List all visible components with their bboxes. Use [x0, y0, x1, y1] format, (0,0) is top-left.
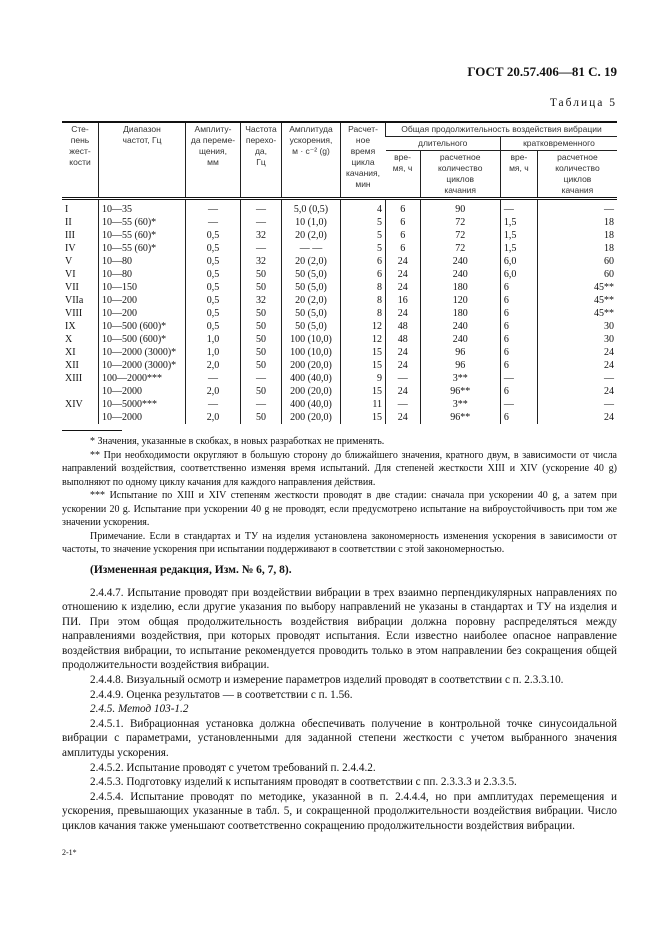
- table-cell: IX: [65, 321, 76, 332]
- table-cell: 24: [386, 385, 421, 398]
- table-row: [62, 268, 617, 281]
- table-cell: 20 (2,0): [282, 294, 341, 307]
- table-cell: 96: [420, 346, 500, 359]
- table-cell: 24: [386, 255, 421, 268]
- table-row: [62, 385, 617, 398]
- table-cell: 1,0: [186, 346, 241, 359]
- table-cell: 6: [386, 229, 421, 242]
- table-cell: 50: [241, 320, 282, 333]
- table-cell: 50 (5,0): [282, 307, 341, 320]
- table-cell: [62, 411, 99, 424]
- table-cell: 8: [341, 307, 386, 320]
- col-short-cycles: расчетное количество циклов качания: [537, 151, 617, 199]
- table-cell: 9: [341, 372, 386, 385]
- table-cell: 24: [386, 268, 421, 281]
- table-cell: 240: [420, 268, 500, 281]
- table-cell: 0,5: [186, 229, 241, 242]
- table-cell: 96**: [420, 385, 500, 398]
- table-cell: 6: [500, 320, 537, 333]
- table-row: [62, 229, 617, 242]
- table-cell: X: [65, 334, 73, 345]
- col-long: длительного: [386, 137, 501, 151]
- table-cell: 50: [241, 333, 282, 346]
- table-cell: 6: [500, 333, 537, 346]
- para-2-4-4-8: 2.4.4.8. Визуальный осмотр и измерение параметров изделий проводят в соответствии с п. 2.3.3.10.: [90, 674, 564, 687]
- table-cell: —: [386, 372, 421, 385]
- col-long-cycles: расчетное количество циклов качания: [420, 151, 500, 199]
- table-cell: 3**: [420, 372, 500, 385]
- table-cell: 5,0 (0,5): [282, 199, 341, 217]
- table-cell: 1,5: [500, 229, 537, 242]
- table-cell: 1,5: [500, 242, 537, 255]
- page-footer: 2-1*: [62, 847, 77, 857]
- table-row: [62, 242, 617, 255]
- table-cell: 10—2000: [99, 385, 186, 398]
- table-cell: 10—55 (60)*: [99, 216, 186, 229]
- table-cell: 0,5: [186, 255, 241, 268]
- table-cell: 400 (40,0): [282, 372, 341, 385]
- table-cell: 10—500 (600)*: [99, 333, 186, 346]
- table-cell: 240: [420, 320, 500, 333]
- table-cell: 400 (40,0): [282, 398, 341, 411]
- table-cell: —: [537, 398, 617, 411]
- col-long-time: вре- мя, ч: [386, 151, 421, 199]
- note: Примечание. Если в стандартах и ТУ на изделия установлена закономерность изменения ускорения в зависимости от частоты, то значение ускорения при испытании поддерживают в соответствии с этой закономерностью.: [62, 530, 617, 555]
- table-cell: 50: [241, 307, 282, 320]
- table-cell: 20 (2,0): [282, 255, 341, 268]
- table-cell: 6: [341, 255, 386, 268]
- table-cell: 100—2000***: [99, 372, 186, 385]
- para-2-4-5-3: 2.4.5.3. Подготовку изделий к испытаниям проводят в соответствии с пп. 2.3.3.3 и 2.3.3.5.: [90, 776, 517, 789]
- col-acceleration: Амплитуда ускорения, м · с⁻² (g): [282, 122, 341, 199]
- table-cell: 60: [537, 268, 617, 281]
- table-cell: 24: [386, 359, 421, 372]
- table-caption: Таблица 5: [549, 97, 617, 109]
- page-content: [62, 0, 617, 887]
- table-cell: 8: [341, 281, 386, 294]
- table-cell: 72: [420, 216, 500, 229]
- table-cell: 200 (20,0): [282, 359, 341, 372]
- para-2-4-5-4: 2.4.5.4. Испытание проводят по методике, указанной в п. 2.4.4.4, но при амплитудах перемещения и ускорения, превышающих указанные в табл. 5, и сокращенной продолжительности воздействия вибрации. Число циклов качания также уменьшают соответственно сокращению продолжительности воздействия вибрации.: [62, 790, 617, 832]
- table-row: [62, 333, 617, 346]
- table-cell: 24: [386, 346, 421, 359]
- table-cell: 15: [341, 385, 386, 398]
- table-cell: 18: [537, 229, 617, 242]
- table-cell: 2,0: [186, 359, 241, 372]
- table-cell: —: [241, 372, 282, 385]
- table-cell: —: [500, 398, 537, 411]
- table-cell: —: [241, 242, 282, 255]
- table-cell: II: [65, 217, 72, 228]
- table-cell: —: [241, 199, 282, 217]
- table-cell: —: [241, 216, 282, 229]
- table-cell: 18: [537, 216, 617, 229]
- table-cell: 24: [386, 281, 421, 294]
- table-cell: 10—35: [99, 199, 186, 217]
- col-short: кратковременного: [500, 137, 617, 151]
- table-cell: VI: [65, 269, 76, 280]
- table-row: [62, 346, 617, 359]
- amendment-note: (Измененная редакция, Изм. № 6, 7, 8).: [90, 563, 292, 576]
- table-cell: 2,0: [186, 411, 241, 424]
- table-cell: 6: [386, 242, 421, 255]
- table-cell: 240: [420, 255, 500, 268]
- table-cell: 18: [537, 242, 617, 255]
- table-cell: 200 (20,0): [282, 411, 341, 424]
- table-cell: 24: [537, 385, 617, 398]
- table-cell: —: [186, 398, 241, 411]
- table-cell: 24: [537, 346, 617, 359]
- col-degree: Сте- пень жест- кости: [62, 122, 99, 199]
- table-cell: 180: [420, 281, 500, 294]
- table-cell: 24: [386, 307, 421, 320]
- table-cell: 5: [341, 216, 386, 229]
- table-cell: —: [500, 199, 537, 217]
- table-cell: 10—80: [99, 255, 186, 268]
- table-cell: 0,5: [186, 242, 241, 255]
- table-cell: 20 (2,0): [282, 229, 341, 242]
- table-cell: 96: [420, 359, 500, 372]
- footnotes: [62, 435, 617, 578]
- table-row: [62, 307, 617, 320]
- footnote-rule: [62, 430, 122, 431]
- table-cell: 6: [500, 307, 537, 320]
- table-cell: 15: [341, 346, 386, 359]
- table-cell: 1,0: [186, 333, 241, 346]
- table-cell: 32: [241, 229, 282, 242]
- col-cycle-time: Расчет- ное время цикла качания, мин: [341, 122, 386, 199]
- table-cell: 15: [341, 359, 386, 372]
- table-cell: 10—200: [99, 307, 186, 320]
- table-cell: 6,0: [500, 255, 537, 268]
- table-cell: 90: [420, 199, 500, 217]
- table-cell: V: [65, 256, 73, 267]
- table-cell: 0,5: [186, 268, 241, 281]
- table-cell: 6: [386, 216, 421, 229]
- table-cell: 10—2000 (3000)*: [99, 346, 186, 359]
- table-cell: 50 (5,0): [282, 281, 341, 294]
- table-cell: 50: [241, 385, 282, 398]
- table-cell: 32: [241, 255, 282, 268]
- table-cell: 45**: [537, 294, 617, 307]
- table-cell: 0,5: [186, 320, 241, 333]
- body-text: [62, 586, 617, 834]
- table-cell: 240: [420, 333, 500, 346]
- table-cell: 10—5000***: [99, 398, 186, 411]
- table-cell: 12: [341, 320, 386, 333]
- col-range: Диапазон частот, Гц: [99, 122, 186, 199]
- col-displacement: Амплиту- да переме- щения, мм: [186, 122, 241, 199]
- table-cell: [62, 385, 99, 398]
- table-cell: —: [537, 372, 617, 385]
- table-cell: IV: [65, 243, 76, 254]
- table-cell: 6: [500, 385, 537, 398]
- table-cell: 50: [241, 268, 282, 281]
- table-cell: 1,5: [500, 216, 537, 229]
- page-header: ГОСТ 20.57.406—81 С. 19: [467, 64, 617, 79]
- para-2-4-5-2: 2.4.5.2. Испытание проводят с учетом требований п. 2.4.4.2.: [90, 761, 376, 774]
- para-2-4-4-9: 2.4.4.9. Оценка результатов — в соответствии с п. 1.56.: [90, 688, 353, 701]
- table-cell: 10—2000 (3000)*: [99, 359, 186, 372]
- para-2-4-4-7: 2.4.4.7. Испытание проводят при воздействии вибрации в трех взаимно перпендикулярных направлениях по отношению к изделию, если другие указания по выбору направлений не указаны в стандартах и ТУ на изделия и ПИ. При этом общая продолжительность воздействия вибрации должна поровну распределяться между направлениями воздействия, при которых проводят испытания. Если известно наиболее опасное направление воздействия вибрации, то испытание рекомендуется проводить только в этом направлении без сокращения общей продолжительности воздействия вибрации.: [62, 586, 617, 672]
- table-cell: 10—55 (60)*: [99, 229, 186, 242]
- table-cell: 10—500 (600)*: [99, 320, 186, 333]
- table-cell: 6,0: [500, 268, 537, 281]
- table-row: [62, 199, 617, 217]
- table-row: [62, 372, 617, 385]
- table-cell: 50: [241, 281, 282, 294]
- table-cell: —: [186, 372, 241, 385]
- table-cell: 72: [420, 229, 500, 242]
- table-cell: 0,5: [186, 281, 241, 294]
- table-cell: —: [537, 199, 617, 217]
- table-cell: —: [500, 372, 537, 385]
- table-cell: —: [241, 398, 282, 411]
- table-cell: 96**: [420, 411, 500, 424]
- table-cell: 6: [341, 268, 386, 281]
- table-cell: 6: [500, 281, 537, 294]
- footnote-3: *** Испытание по XIII и XIV степеням жесткости проводят в две стадии: сначала при ускорении 40 g, а затем при ускорении 20 g. Испытание при ускорении 40 g не проводят, если предусмотрено испытание на виброустойчивость при том же значении ускорения.: [62, 490, 617, 528]
- table-cell: 12: [341, 333, 386, 346]
- table-cell: III: [65, 230, 75, 241]
- table-cell: 24: [537, 411, 617, 424]
- table-cell: 200 (20,0): [282, 385, 341, 398]
- table-cell: VIIa: [65, 295, 84, 306]
- table-cell: 0,5: [186, 307, 241, 320]
- table-cell: 10 (1,0): [282, 216, 341, 229]
- table-cell: 5: [341, 229, 386, 242]
- table-cell: 2,0: [186, 385, 241, 398]
- table-cell: 32: [241, 294, 282, 307]
- col-freq: Частота перехо- да, Гц: [241, 122, 282, 199]
- col-total: Общая продолжительность воздействия вибрации: [386, 122, 618, 137]
- para-2-4-5: 2.4.5. Метод 103-1.2: [90, 703, 189, 716]
- table-cell: 6: [500, 346, 537, 359]
- table-cell: 0,5: [186, 294, 241, 307]
- table-cell: 10—150: [99, 281, 186, 294]
- table-cell: 6: [500, 411, 537, 424]
- table-cell: 48: [386, 320, 421, 333]
- table-cell: XIII: [65, 373, 83, 384]
- table-row: [62, 216, 617, 229]
- table-cell: 5: [341, 242, 386, 255]
- table-cell: 60: [537, 255, 617, 268]
- table-cell: I: [65, 204, 69, 215]
- table-cell: 24: [537, 359, 617, 372]
- table-cell: VII: [65, 282, 79, 293]
- table-cell: XI: [65, 347, 76, 358]
- table-row: [62, 398, 617, 411]
- table-cell: 30: [537, 333, 617, 346]
- table-cell: 15: [341, 411, 386, 424]
- table-cell: 100 (10,0): [282, 346, 341, 359]
- table-cell: 6: [500, 294, 537, 307]
- table-cell: 45**: [537, 307, 617, 320]
- table-cell: 3**: [420, 398, 500, 411]
- table-cell: 48: [386, 333, 421, 346]
- table-cell: 8: [341, 294, 386, 307]
- table-cell: —: [386, 398, 421, 411]
- table-cell: — —: [282, 242, 341, 255]
- table-cell: 6: [386, 199, 421, 217]
- vibration-table: [62, 121, 617, 424]
- table-cell: 6: [500, 359, 537, 372]
- table-cell: 4: [341, 199, 386, 217]
- table-cell: 50 (5,0): [282, 320, 341, 333]
- table-cell: 50: [241, 411, 282, 424]
- table-cell: XII: [65, 360, 79, 371]
- table-cell: 50 (5,0): [282, 268, 341, 281]
- table-cell: 50: [241, 359, 282, 372]
- table-row: [62, 411, 617, 424]
- table-cell: VIII: [65, 308, 83, 319]
- table-cell: 180: [420, 307, 500, 320]
- table-row: [62, 320, 617, 333]
- col-short-time: вре- мя, ч: [500, 151, 537, 199]
- table-cell: —: [186, 199, 241, 217]
- table-cell: 10—80: [99, 268, 186, 281]
- table-cell: 11: [341, 398, 386, 411]
- table-cell: 45**: [537, 281, 617, 294]
- table-cell: 24: [386, 411, 421, 424]
- table-cell: 50: [241, 346, 282, 359]
- table-cell: XIV: [65, 399, 83, 410]
- table-cell: 72: [420, 242, 500, 255]
- footnote-1: * Значения, указанные в скобках, в новых разработках не применять.: [90, 436, 385, 447]
- table-cell: 30: [537, 320, 617, 333]
- table-row: [62, 255, 617, 268]
- table-cell: 10—200: [99, 294, 186, 307]
- table-cell: 10—55 (60)*: [99, 242, 186, 255]
- table-row: [62, 281, 617, 294]
- table-cell: —: [186, 216, 241, 229]
- footnote-2: ** При необходимости округляют в большую сторону до ближайшего значения, кратного двум, в зависимости от числа направлений воздействия, соответственно изменяя время испытаний. Для степеней жесткости XIII и XIV (ускорение 40 g) выполняют по одному циклу качания для каждого направления действия.: [62, 449, 617, 488]
- table-cell: 16: [386, 294, 421, 307]
- table-row: [62, 359, 617, 372]
- table-cell: 10—2000: [99, 411, 186, 424]
- table-cell: 120: [420, 294, 500, 307]
- table-row: [62, 294, 617, 307]
- table-cell: 100 (10,0): [282, 333, 341, 346]
- para-2-4-5-1: 2.4.5.1. Вибрационная установка должна обеспечивать получение в контрольной точке синусоидальной вибрации с параметрами, установленными для заданной степени жесткости с учетом выбранного значения амплитуды ускорения.: [62, 717, 617, 760]
